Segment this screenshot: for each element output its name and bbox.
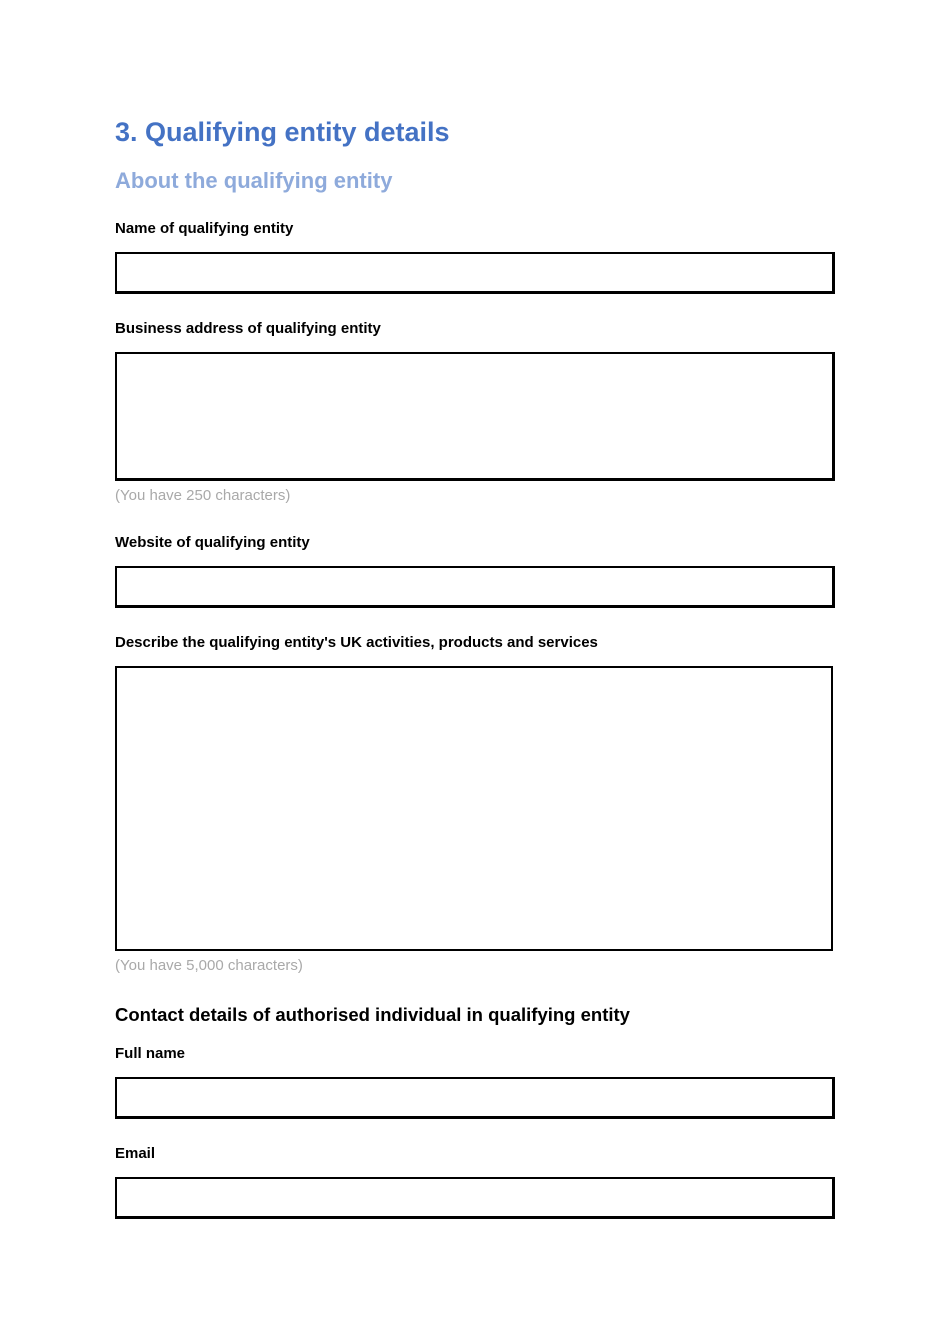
field-uk-activities xyxy=(115,634,835,975)
page-title: 3. Qualifying entity details xyxy=(115,117,450,147)
business-address-label: Business address of qualifying entity xyxy=(115,319,381,337)
full-name-input[interactable] xyxy=(115,1077,835,1119)
field-business-address xyxy=(115,320,835,505)
section-subtitle: About the qualifying entity xyxy=(115,167,393,193)
email-label: Email xyxy=(115,1145,156,1163)
website-input[interactable] xyxy=(115,566,835,608)
field-website xyxy=(115,534,835,608)
website-label: Website of qualifying entity xyxy=(115,533,310,551)
business-address-textarea[interactable] xyxy=(115,352,835,481)
field-full-name xyxy=(115,1045,835,1119)
field-email xyxy=(115,1145,835,1219)
email-input[interactable] xyxy=(115,1177,835,1219)
uk-activities-textarea[interactable] xyxy=(115,666,833,951)
uk-activities-char-hint: (You have 5,000 characters) xyxy=(115,956,303,974)
business-address-char-hint: (You have 250 characters) xyxy=(115,486,291,504)
entity-name-input[interactable] xyxy=(115,252,835,294)
uk-activities-label: Describe the qualifying entity's UK activities, products and services xyxy=(115,633,598,651)
field-entity-name xyxy=(115,220,835,294)
contact-details-heading: Contact details of authorised individual in qualifying entity xyxy=(115,1003,630,1025)
entity-name-label: Name of qualifying entity xyxy=(115,219,294,237)
full-name-label: Full name xyxy=(115,1045,186,1063)
